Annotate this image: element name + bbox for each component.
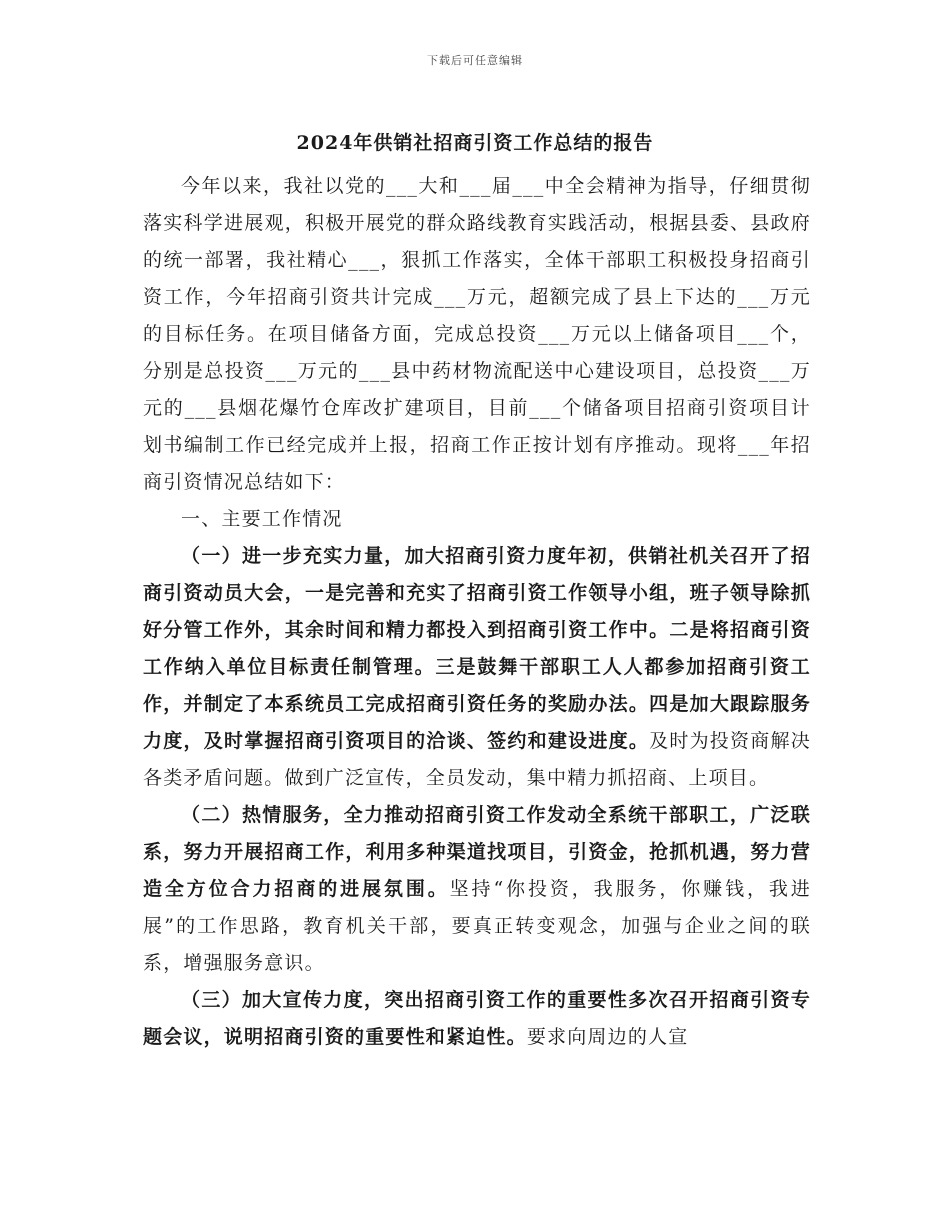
item-3-paragraph — [143, 982, 811, 1056]
intro-paragraph: 今年以来，我社以党的___大和___届___中全会精神为指导，仔细贯彻落实科学进展观，积极开展党的群众路线教育实践活动，根据县委、县政府的统一部署，我社精心___，狠抓工作落实，全体干部职工积极投身招商引资工作，今年招商引资共计完成___万元，超额完成了县上下达的___万元的目标任务。在项目储备方面，完成总投资___万元以上储备项目___个，分别是总投资___万元的___县中药材物流配送中心建设项目，总投资___万元的___县烟花爆竹仓库改扩建项目，目前___个储备项目招商引资项目计划书编制工作已经完成并上报，招商工作正按计划有序推动。现将___年招商引资情况总结如下： — [143, 175, 811, 493]
header-note: 下载后可任意编辑 — [427, 54, 523, 67]
item-2-paragraph — [143, 797, 811, 982]
section-heading-main-work: 一、主要工作情况 — [181, 508, 343, 530]
item-1-bold-text: （一）进一步充实力量，加大招商引资力度年初，供销社机关召开了招商引资动员大会，一是完善和充实了招商引资工作领导小组，班子领导除抓好分管工作外，其余时间和精力都投入到招商引资工作中。二是将招商引资工作纳入单位目标责任制管理。三是鼓舞干部职工人人都参加招商引资工作，并制定了本系统员工完成招商引资任务的奖励办法。四是加大跟踪服务力度，及时掌握招商引资项目的洽谈、签约和建设进度。 — [143, 545, 811, 752]
document-title: 2024年供销社招商引资工作总结的报告 — [296, 132, 654, 154]
item-1-normal-text: 及时为投资商解决各类矛盾问题。做到广泛宣传，全员发动，集中精力抓招商、上项目。 — [143, 730, 811, 789]
item-3-bold-text: （三）加大宣传力度，突出招商引资工作的重要性多次召开招商引资专题会议，说明招商引资的重要性和紧迫性。 — [143, 989, 811, 1048]
item-2-bold-text: （二）热情服务，全力推动招商引资工作发动全系统干部职工，广泛联系，努力开展招商工作，利用多种渠道找项目，引资金，抢抓机遇，努力营造全方位合力招商的进展氛围。 — [143, 804, 811, 900]
item-1-paragraph — [143, 538, 811, 797]
item-3-normal-text: 要求向周边的人宣 — [526, 1026, 689, 1048]
document-body — [143, 168, 811, 1056]
item-2-normal-text: 坚持“你投资，我服务，你赚钱，我进展”的工作思路，教育机关干部，要真正转变观念，加强与企业之间的联系，增强服务意识。 — [143, 878, 811, 974]
